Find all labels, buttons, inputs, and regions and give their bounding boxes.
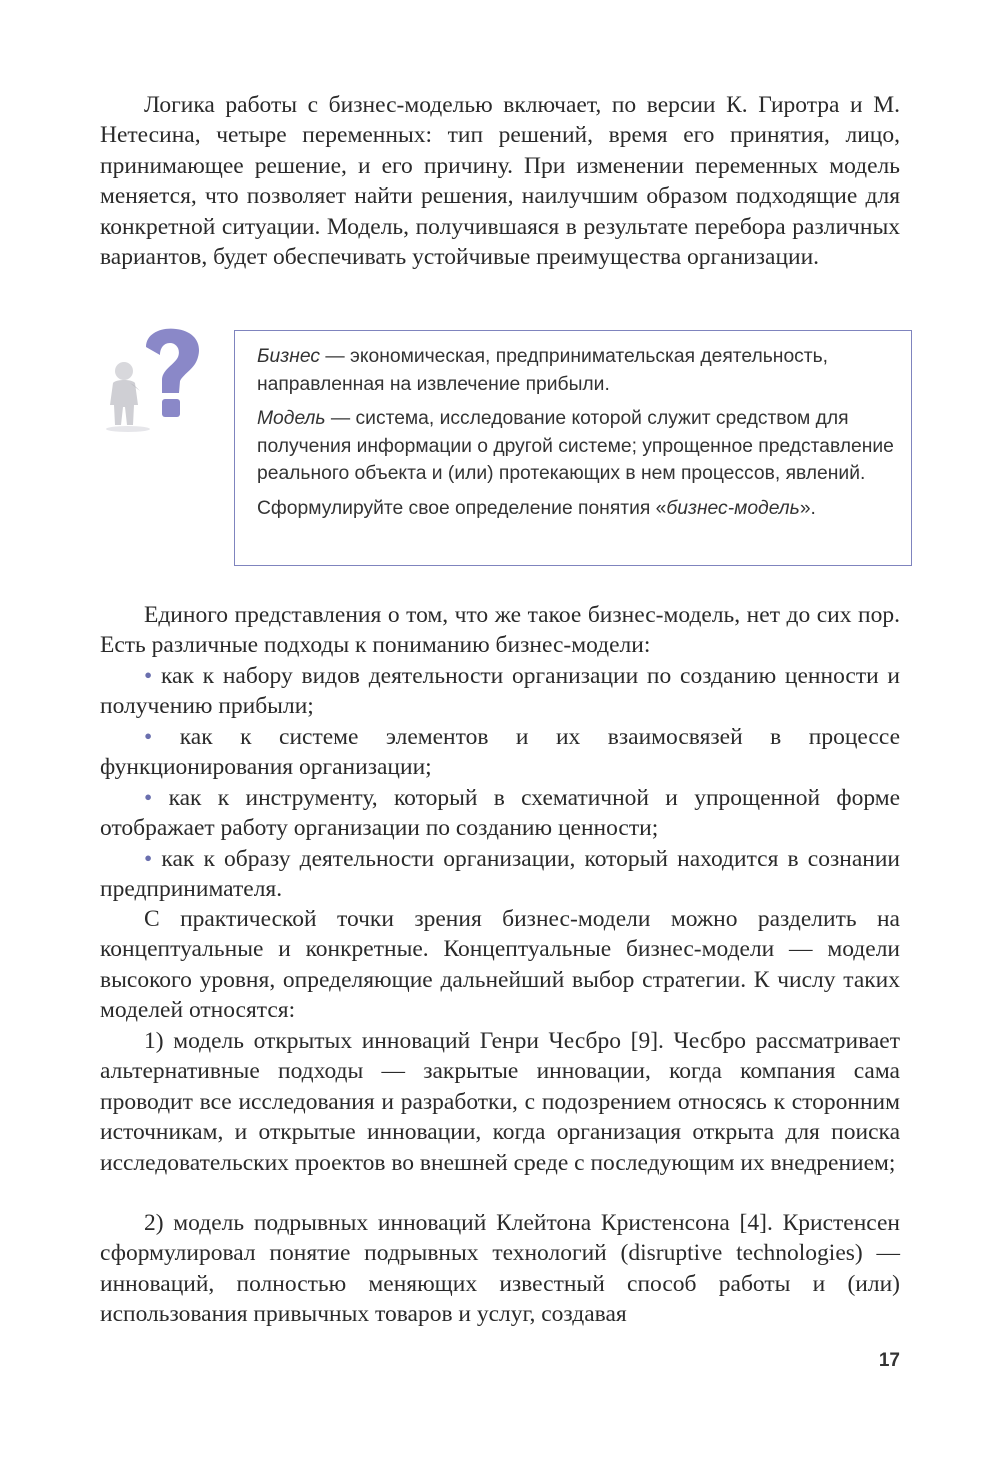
- model-definition-text: — система, исследование которой служит средством для получения информации о другой системе; упрощенное представление реального объекта и (или) протекающих в нем процессов, явлений.: [257, 408, 894, 484]
- model-definition: [257, 405, 901, 488]
- intro-paragraph: Логика работы с бизнес-моделью включает, по версии К. Гиротра и М. Нетесина, четыре переменных: тип решений, время его принятия, лицо, принимающее решение, и его причину. При изменении переменных модель меняется, что позволяет найти решения, наилучшим образом подходящие для конкретной ситуации. Модель, получившаяся в результате перебора различных вариантов, будет обеспечивать устойчивые преимущества организации.: [100, 92, 900, 271]
- task-prefix: Сформулируйте свое определение понятия «: [257, 497, 667, 519]
- business-definition-text: — экономическая, предпринимательская деятельность, направленная на извлечение прибыли.: [257, 346, 829, 395]
- model-item: 1) модель открытых инноваций Генри Чесбро [9]. Чесбро рассматривает альтернативные подходы — закрытые инновации, когда компания сама проводит все исследования и разработки, с подозрением относясь к сторонним источникам, и открытые инновации, когда организация открыта для поиска исследовательских проектов во внешней среде с последующим их внедрением;: [100, 1028, 900, 1176]
- bullet-icon: •: [144, 785, 153, 811]
- business-term: Бизнес: [257, 346, 320, 367]
- definition-box: [234, 330, 912, 566]
- list-item-text: как к системе элементов и их взаимосвязей в процессе функционирования организации;: [100, 724, 900, 781]
- list-item-text: как к набору видов деятельности организации по созданию ценности и получению прибыли;: [100, 663, 901, 720]
- model-term: Модель: [257, 408, 326, 429]
- practical-paragraph: С практической точки зрения бизнес-модели можно разделить на концептуальные и конкретные. Концептуальные бизнес-модели — модели высокого уровня, определяющие дальнейший выбор стратегии. К числу таких моделей относятся:: [100, 906, 900, 1024]
- model-item: 2) модель подрывных инноваций Клейтона Кристенсона [4]. Кристенсен сформулировал понятие подрывных технологий (disruptive technologies) — инноваций, полностью меняющих известный способ работы и (или) использования привычных товаров и услуг, создавая: [100, 1210, 900, 1328]
- list-item: [100, 783, 900, 844]
- list-item: [100, 722, 900, 783]
- business-definition: [257, 343, 901, 398]
- task-prompt: [257, 495, 901, 523]
- bullet-icon: •: [144, 724, 153, 750]
- list-item-text: как к образу деятельности организации, который находится в сознании предпринимателя.: [100, 846, 900, 903]
- list-item-text: как к инструменту, который в схематичной и упрощенной форме отображает работу организации по созданию ценности;: [100, 785, 901, 842]
- bullet-icon: •: [144, 846, 153, 872]
- page-number: 17: [878, 1350, 900, 1371]
- list-item: [100, 844, 900, 905]
- task-suffix: ».: [799, 497, 816, 519]
- bullet-icon: •: [144, 663, 153, 689]
- task-term: бизнес-модель: [666, 497, 800, 519]
- question-person-icon: [100, 325, 208, 435]
- list-item: [100, 661, 900, 722]
- approaches-intro: Единого представления о том, что же такое бизнес-модель, нет до сих пор. Есть различные подходы к пониманию бизнес-модели:: [100, 602, 900, 659]
